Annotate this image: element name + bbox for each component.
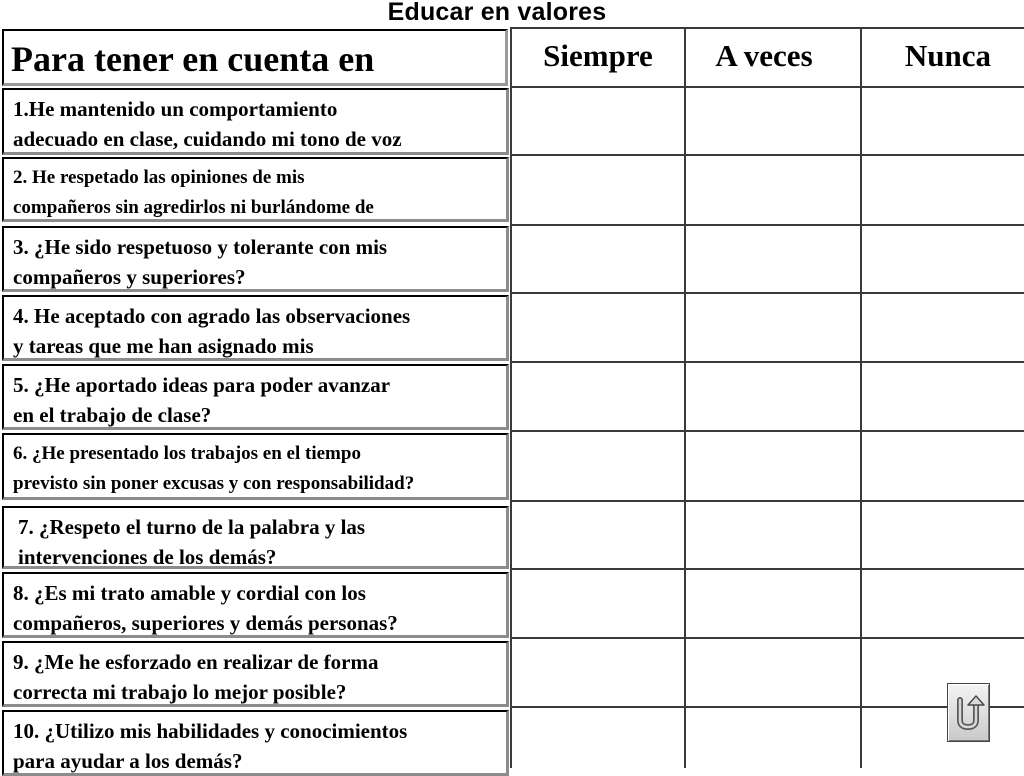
grid-line-row [510,637,1024,639]
question-text: 6. ¿He presentado los trabajos en el tiempo [13,443,361,464]
grid-line-row [510,154,1024,156]
question-text: 9. ¿Me he esforzado en realizar de forma [13,650,379,674]
column-siempre: Siempre [543,38,653,73]
column-nunca: Nunca [904,38,992,73]
return-button[interactable] [947,683,990,742]
grid-line-row [510,224,1024,226]
column-a-veces: A veces [715,38,813,73]
question-text: intervenciones de los demás? [18,545,277,569]
grid-line-row [510,86,1024,88]
question-text: 8. ¿Es mi trato amable y cordial con los [13,581,366,605]
question-4 [2,295,509,361]
question-text: en el trabajo de clase? [13,403,212,427]
grid-line-siempre [684,27,686,768]
question-9 [2,641,509,707]
question-text: compañeros sin agredirlos ni burlándome de [13,197,374,218]
return-arrow-icon [952,694,986,732]
question-text: 10. ¿Utilizo mis habilidades y conocimientos [13,719,408,743]
question-text: y tareas que me han asignado mis [13,334,314,358]
header-label: Para tener en cuenta en [11,39,375,79]
question-7 [2,506,509,569]
grid-line-top [510,27,1024,29]
grid-line-aveces [860,27,862,768]
question-text: para ayudar a los demás? [13,749,243,773]
grid-line-row [510,500,1024,502]
grid-line-row [510,430,1024,432]
question-1 [2,88,509,155]
question-3 [2,226,509,292]
question-text: correcta mi trabajo lo mejor posible? [13,680,347,704]
question-10 [2,710,509,776]
grid-line-row [510,568,1024,570]
question-text: 4. He aceptado con agrado las observaciones [13,304,411,328]
question-8 [2,572,509,638]
question-text: compañeros, superiores y demás personas? [13,611,398,635]
question-text: compañeros y superiores? [13,265,246,289]
question-text: 3. ¿He sido respetuoso y tolerante con mis [13,235,388,259]
question-text: 1.He mantenido un comportamiento [13,97,338,121]
question-text: 2. He respetado las opiniones de mis [13,167,305,188]
header-box [2,29,508,86]
grid-line-row [510,361,1024,363]
question-text: previsto sin poner excusas y con responsabilidad? [13,473,415,494]
grid-line-row [510,292,1024,294]
question-text: 7. ¿Respeto el turno de la palabra y las [18,515,366,539]
grid-line-left [510,27,512,768]
page-title: Educar en valores [387,0,607,26]
question-6 [2,433,509,500]
question-5 [2,364,509,430]
question-text: 5. ¿He aportado ideas para poder avanzar [13,373,391,397]
question-2 [2,157,509,222]
question-text: adecuado en clase, cuidando mi tono de voz [13,127,402,151]
